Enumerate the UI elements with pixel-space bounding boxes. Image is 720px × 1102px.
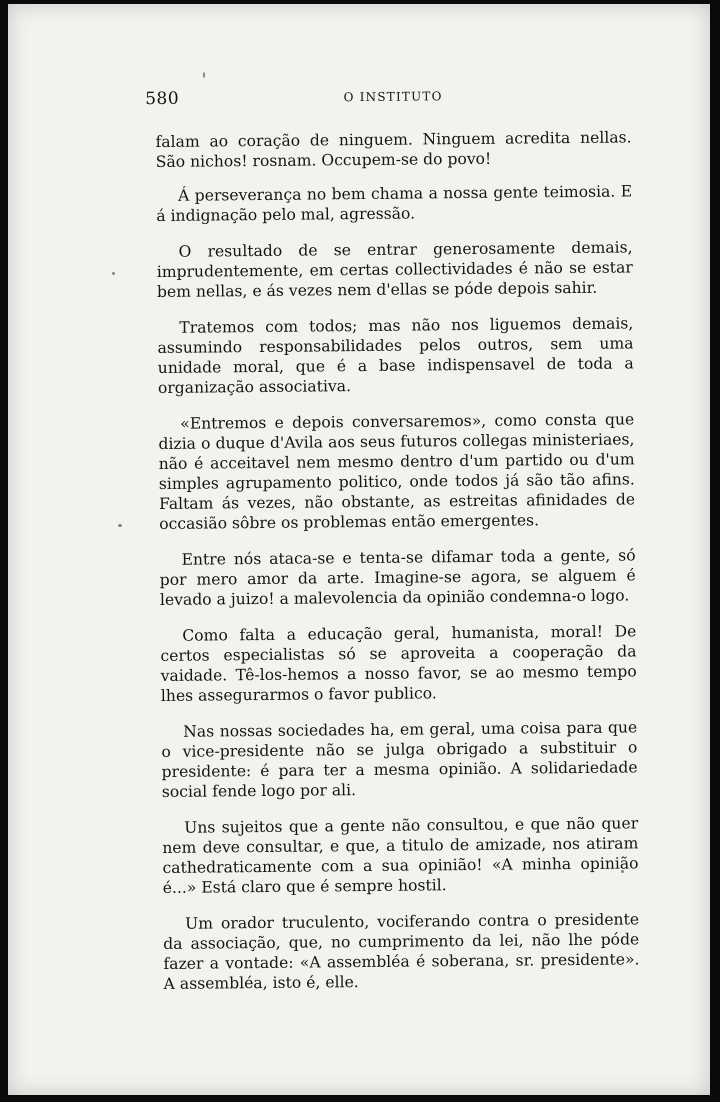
- paragraph: Entre nós ataca-se e tenta-se difamar toda a gente, só por mero amor da arte. Imagine-se agora, se alguem é levado a juizo! a malevolencia da opinião condemna-o logo.: [159, 546, 636, 609]
- page-header: [145, 79, 631, 114]
- scan-speck: [112, 272, 115, 275]
- scan-speck: [203, 72, 205, 78]
- book-page: [145, 79, 640, 1010]
- paragraph: «Entremos e depois conversaremos», como consta que dizia o duque d'Avila aos seus futuros collegas ministeriaes, não é acceitavel nem mesmo dentro d'um partido ou d'um simples agrupamento politico, onde todos já são tão afins. Faltam ás vezes, não obstante, as estreitas afinidades de occasião sôbre os problemas então emergentes.: [158, 410, 636, 533]
- paragraph: falam ao coração de ninguem. Ninguem acredita nellas. São nichos! rosnam. Occupem-se do povo!: [155, 128, 632, 171]
- paragraph: O resultado de se entrar generosamente demais, imprudentemente, em certas collectividades é não se estar bem nellas, e ás vezes nem d'ellas se póde depois sahir.: [156, 238, 633, 301]
- paragraph: Nas nossas sociedades ha, em geral, uma coisa para que o vice-presidente não se julga obrigado a substituir o presidente: é para ter a mesma opinião. A solidariedade social fende logo por ali.: [161, 718, 638, 801]
- paragraph: Tratemos com todos; mas não nos liguemos demais, assumindo responsabilidades pelos outros, sem uma unidade moral, que é a base indispensavel de toda a organização associativa.: [157, 314, 634, 397]
- paragraph: Uns sujeitos que a gente não consultou, e que não quer nem deve consultar, e que, a titulo de amizade, nos atiram cathedraticamente com a sua opinião! «A minha opinião é...» Está claro que é sempre hostil.: [162, 814, 639, 897]
- paragraph: Como falta a educação geral, humanista, moral! De certos especialistas só se aproveita a cooperação da vaidade. Tê-los-hemos a nosso favor, se ao mesmo tempo lhes assegurarmos o favor publico.: [160, 622, 637, 705]
- running-head: O INSTITUTO: [343, 89, 443, 105]
- paragraph: Á perseverança no bem chama a nossa gente teimosia. E á indignação pelo mal, agressão.: [156, 182, 633, 225]
- scan-speck: [118, 524, 122, 527]
- paragraph: Um orador truculento, vociferando contra o presidente da associação, que, no cumprimento da lei, não lhe póde fazer a vontade: «A assembléa é soberana, sr. presidente». A assembléa, isto é, elle.: [163, 910, 640, 993]
- page-number: 580: [145, 88, 180, 110]
